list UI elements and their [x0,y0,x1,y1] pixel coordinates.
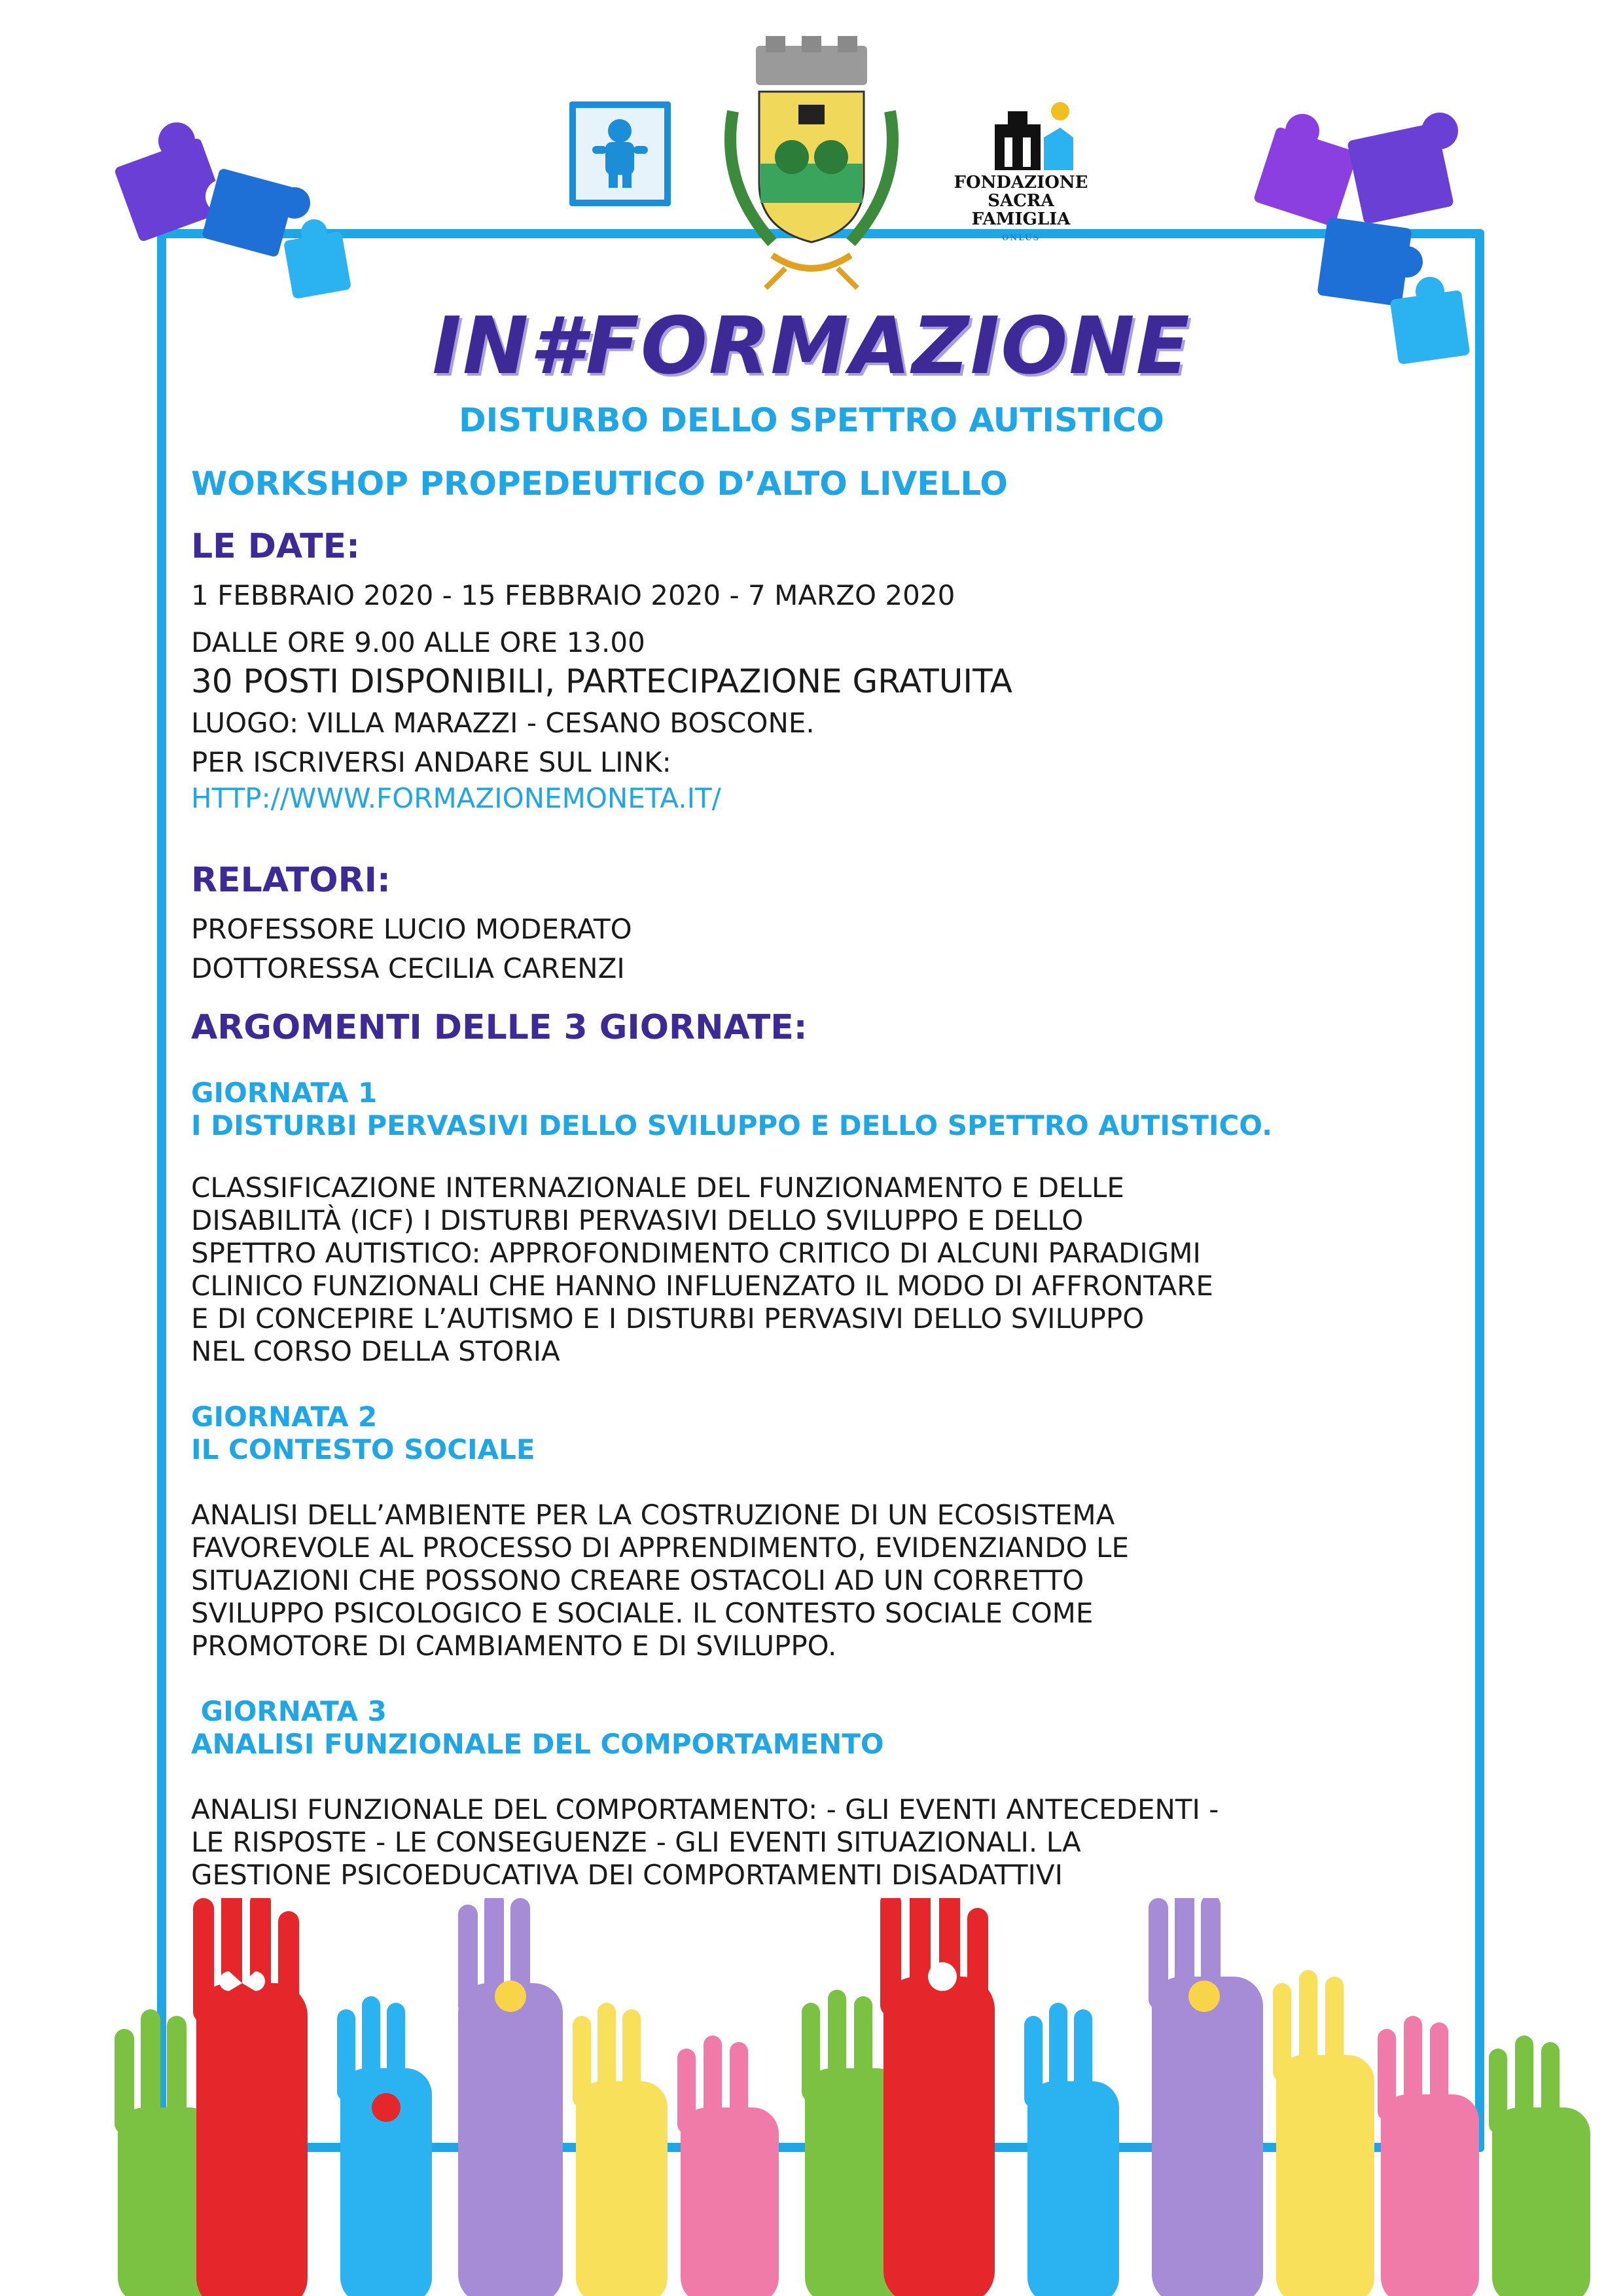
hours: DALLE ORE 9.00 ALLE ORE 13.00 [191,626,645,658]
day-3-title: ANALISI FUNZIONALE DEL COMPORTAMENTO [191,1728,884,1760]
topics-heading: ARGOMENTI DELLE 3 GIORNATE: [191,1008,808,1047]
dates-heading: LE DATE: [191,527,360,566]
day-1-title: I DISTURBI PERVASIVI DELLO SVILUPPO E DELLO SPETTRO AUTISTICO. [191,1109,1273,1141]
day-3-line: GESTIONE PSICOEDUCATIVA DEI COMPORTAMENTI DISADATTIVI [191,1859,1063,1891]
day-2-line: ANALISI DELL’AMBIENTE PER LA COSTRUZIONE DI UN ECOSISTEMA [191,1499,1115,1531]
day-3-line: LE RISPOSTE - LE CONSEGUENZE - GLI EVENTI SITUAZIONALI. LA [191,1826,1081,1858]
hand-pink [677,2036,779,2296]
speaker-2: DOTTORESSA CECILIA CARENZI [191,952,625,984]
hand-yellow [573,2003,668,2296]
day-1-line: E DI CONCEPIRE L’AUTISMO E I DISTURBI PERVASIVI DELLO SVILUPPO [191,1302,1145,1335]
day-2-line: FAVOREVOLE AL PROCESSO DI APPRENDIMENTO, EVIDENZIANDO LE [191,1532,1129,1564]
subtitle: DISTURBO DELLO SPETTRO AUTISTICO [459,401,1164,439]
day-2-label: GIORNATA 2 [191,1401,378,1433]
day-1-line: CLINICO FUNZIONALI CHE HANNO INFLUENZATO IL MODO DI AFFRONTARE [191,1270,1213,1302]
places-info: 30 POSTI DISPONIBILI, PARTECIPAZIONE GRATUITA [191,662,1013,700]
coat-of-arms-icon [707,33,916,295]
autism-milano-logo [569,101,671,206]
day-1-line: SPETTRO AUTISTICO: APPROFONDIMENTO CRITICO DI ALCUNI PARADIGMI [191,1237,1201,1269]
day-2-line: SITUAZIONI CHE POSSONO CREARE OSTACOLI AD UN CORRETTO [191,1564,1084,1596]
day-2-line: SVILUPPO PSICOLOGICO E SOCIALE. IL CONTESTO SOCIALE COME [191,1597,1094,1629]
page-title: IN#FORMAZIONE [432,301,1191,392]
hand-yellow-2 [1273,1970,1374,2296]
day-2-title: IL CONTESTO SOCIALE [191,1433,535,1465]
fondazione-name: FONDAZIONE SACRA FAMIGLIA [954,173,1088,229]
raised-hands-illustration [0,1898,1623,2296]
hand-green-3 [1489,2036,1590,2296]
day-3-label: GIORNATA 3 [191,1695,387,1727]
signup-link[interactable]: HTTP://WWW.FORMAZIONEMONETA.IT/ [191,782,721,814]
speakers-heading: RELATORI: [191,861,391,900]
child-figure-icon [576,108,664,200]
hand-blue [337,1996,432,2296]
day-1-line: NEL CORSO DELLA STORIA [191,1335,560,1367]
signup-info: PER ISCRIVERSI ANDARE SUL LINK: [191,746,671,778]
hand-blue-2 [1024,2003,1119,2296]
hand-red-2 [880,1898,995,2296]
fondazione-sub: ONLUS [1001,233,1041,242]
day-1-line: CLASSIFICAZIONE INTERNAZIONALE DEL FUNZIONAMENTO E DELLE [191,1172,1124,1204]
dates-list: 1 FEBBRAIO 2020 - 15 FEBBRAIO 2020 - 7 MARZO 2020 [191,579,955,611]
hand-red [193,1898,308,2296]
day-1-label: GIORNATA 1 [191,1077,378,1109]
puzzle-pieces-left-icon [98,105,373,327]
day-1-line: DISABILITÀ (ICF) I DISTURBI PERVASIVI DELLO SVILUPPO E DELLO [191,1204,1084,1236]
fondazione-house-icon [982,98,1080,173]
day-3-line: ANALISI FUNZIONALE DEL COMPORTAMENTO: - GLI EVENTI ANTECEDENTI - [191,1793,1219,1825]
hand-pink-2 [1378,2016,1479,2296]
hand-purple [458,1898,563,2296]
hand-purple-2 [1149,1898,1263,2296]
workshop-heading: WORKSHOP PROPEDEUTICO D’ALTO LIVELLO [191,465,1008,503]
location: LUOGO: VILLA MARAZZI - CESANO BOSCONE. [191,707,815,739]
day-2-line: PROMOTORE DI CAMBIAMENTO E DI SVILUPPO. [191,1630,837,1662]
fondazione-logo-text [936,173,1106,247]
speaker-1: PROFESSORE LUCIO MODERATO [191,913,632,945]
